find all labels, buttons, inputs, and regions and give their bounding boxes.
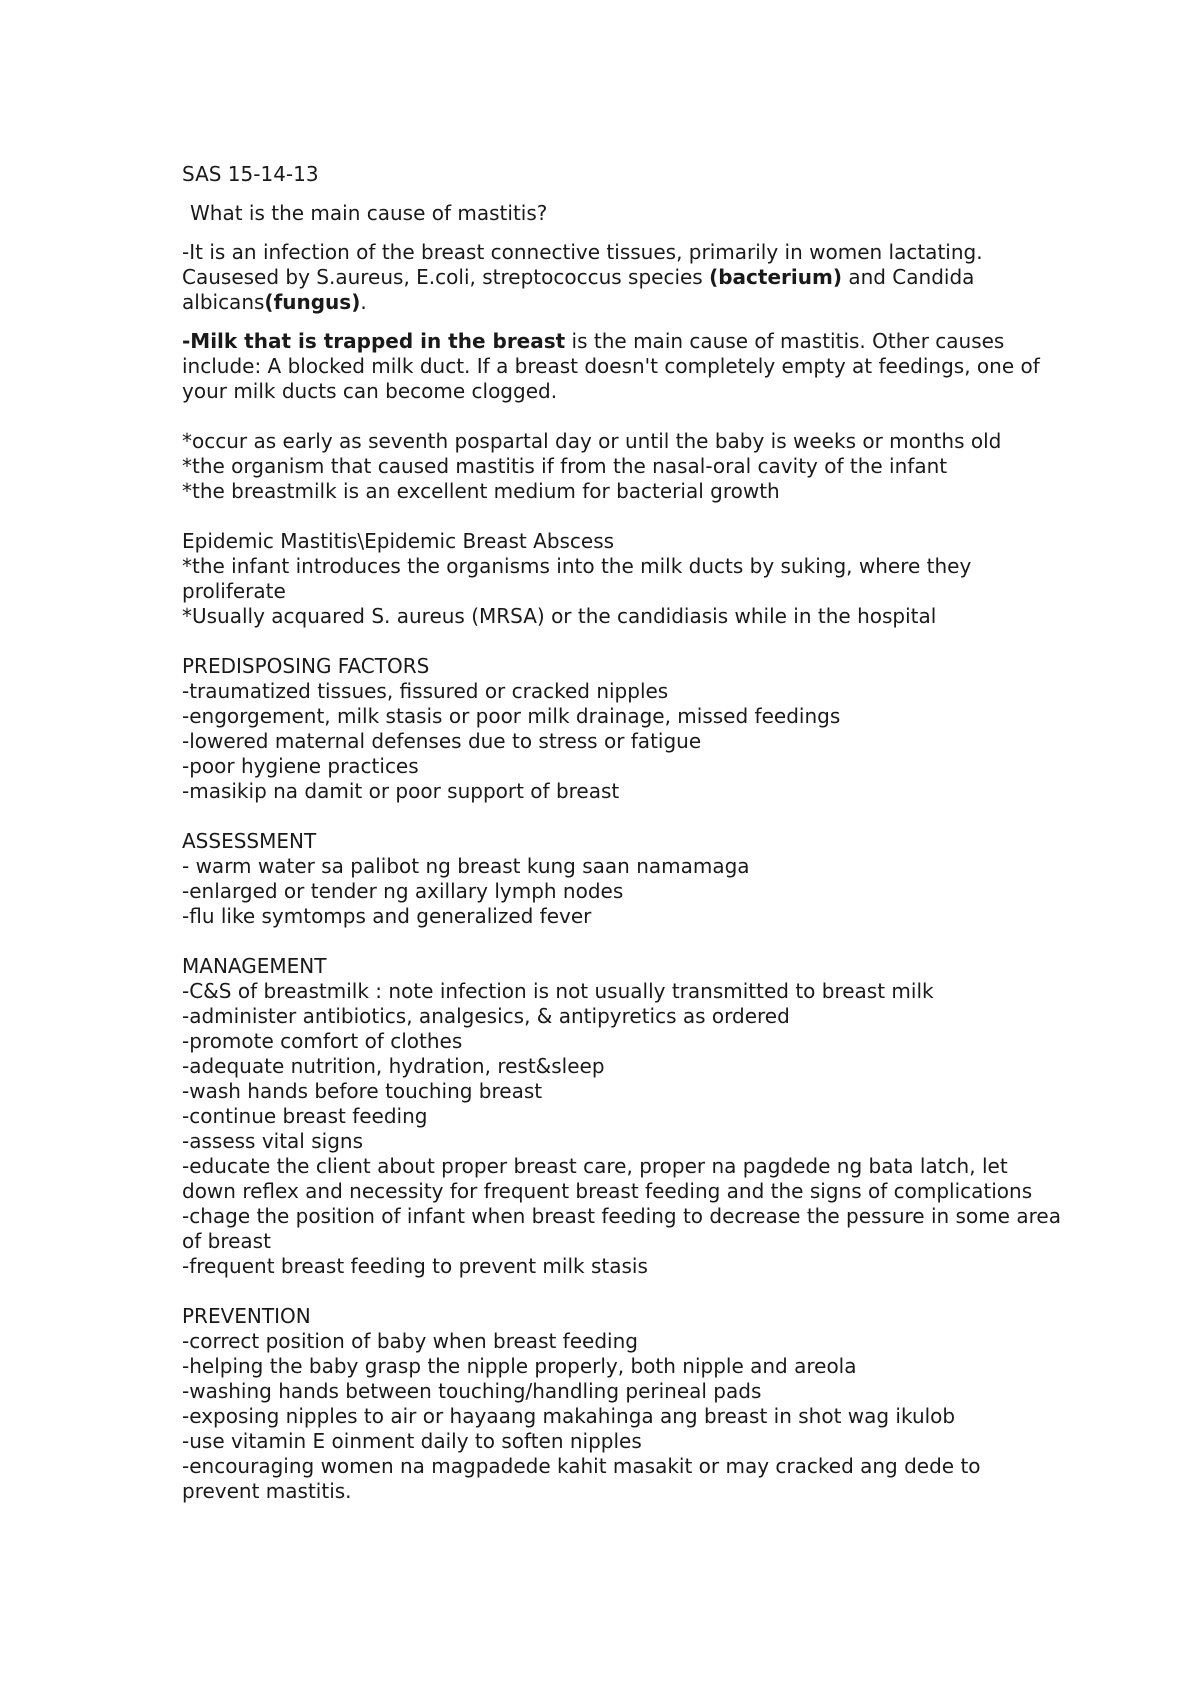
question-heading: What is the main cause of mastitis?: [190, 201, 548, 225]
bacterium-label: (bacterium): [709, 265, 842, 289]
management-item: -chage the position of infant when breast feeding to decrease the pessure in some area of breast: [182, 1204, 1061, 1253]
note-item: *occur as early as seventh pospartal day or until the baby is weeks or months old: [182, 429, 1002, 453]
management-item: -promote comfort of clothes: [182, 1029, 463, 1053]
management-heading: MANAGEMENT: [182, 954, 327, 978]
assessment-heading: ASSESSMENT: [182, 829, 317, 853]
definition-paragraph: [182, 240, 1062, 315]
management-item: -administer antibiotics, analgesics, & antipyretics as ordered: [182, 1004, 790, 1028]
epidemic-item: *the infant introduces the organisms into the milk ducts by suking, where they proliferate: [182, 554, 972, 603]
management-item: -assess vital signs: [182, 1129, 363, 1153]
fungus-label: (fungus): [264, 290, 361, 314]
definition-intro: -It is an infection of the breast connective tissues, primarily in women lactating. Causesed by S.aureus, E.coli, streptococcus species: [182, 240, 983, 289]
predisposing-item: -traumatized tissues, fissured or cracked nipples: [182, 679, 669, 703]
notes-section: [182, 429, 1062, 504]
management-section: [182, 954, 1062, 1279]
predisposing-section: [182, 654, 1062, 804]
predisposing-item: -poor hygiene practices: [182, 754, 419, 778]
epidemic-heading: Epidemic Mastitis\Epidemic Breast Abscess: [182, 529, 615, 553]
management-item: -continue breast feeding: [182, 1104, 428, 1128]
epidemic-item: *Usually acquared S. aureus (MRSA) or the candidiasis while in the hospital: [182, 604, 937, 628]
epidemic-section: [182, 529, 1062, 629]
prevention-heading: PREVENTION: [182, 1304, 311, 1328]
prevention-item: -helping the baby grasp the nipple properly, both nipple and areola: [182, 1354, 857, 1378]
document-page: [182, 162, 1062, 1504]
note-item: *the breastmilk is an excellent medium for bacterial growth: [182, 479, 780, 503]
definition-end: .: [360, 290, 367, 314]
prevention-item: -washing hands between touching/handling perineal pads: [182, 1379, 762, 1403]
assessment-item: - warm water sa palibot ng breast kung saan namamaga: [182, 854, 750, 878]
definition-mid: and Candida albicans: [182, 265, 975, 314]
main-cause-bold: -Milk that is trapped in the breast: [182, 329, 566, 353]
predisposing-heading: PREDISPOSING FACTORS: [182, 654, 430, 678]
predisposing-item: -masikip na damit or poor support of breast: [182, 779, 620, 803]
predisposing-item: -engorgement, milk stasis or poor milk drainage, missed feedings: [182, 704, 841, 728]
management-item: -frequent breast feeding to prevent milk stasis: [182, 1254, 648, 1278]
prevention-item: -use vitamin E oinment daily to soften nipples: [182, 1429, 642, 1453]
prevention-item: -correct position of baby when breast feeding: [182, 1329, 638, 1353]
prevention-item: -encouraging women na magpadede kahit masakit or may cracked ang dede to prevent mastitis.: [182, 1454, 981, 1503]
assessment-item: -enlarged or tender ng axillary lymph nodes: [182, 879, 624, 903]
main-cause-rest: is the main cause of mastitis. Other causes include: A blocked milk duct. If a breast doesn't completely empty at feedings, one of your milk ducts can become clogged.: [182, 329, 1040, 403]
assessment-item: -flu like symtomps and generalized fever: [182, 904, 592, 928]
main-cause-paragraph: [182, 329, 1062, 404]
management-item: -wash hands before touching breast: [182, 1079, 543, 1103]
note-item: *the organism that caused mastitis if from the nasal-oral cavity of the infant: [182, 454, 948, 478]
management-item: -educate the client about proper breast care, proper na pagdede ng bata latch, let down reflex and necessity for frequent breast feeding and the signs of complications: [182, 1154, 1033, 1203]
assessment-section: [182, 829, 1062, 929]
prevention-item: -exposing nipples to air or hayaang makahinga ang breast in shot wag ikulob: [182, 1404, 956, 1428]
predisposing-item: -lowered maternal defenses due to stress or fatigue: [182, 729, 702, 753]
management-item: -C&S of breastmilk : note infection is not usually transmitted to breast milk: [182, 979, 934, 1003]
document-title: SAS 15-14-13: [182, 162, 319, 186]
prevention-section: [182, 1304, 1062, 1504]
management-item: -adequate nutrition, hydration, rest&sleep: [182, 1054, 605, 1078]
